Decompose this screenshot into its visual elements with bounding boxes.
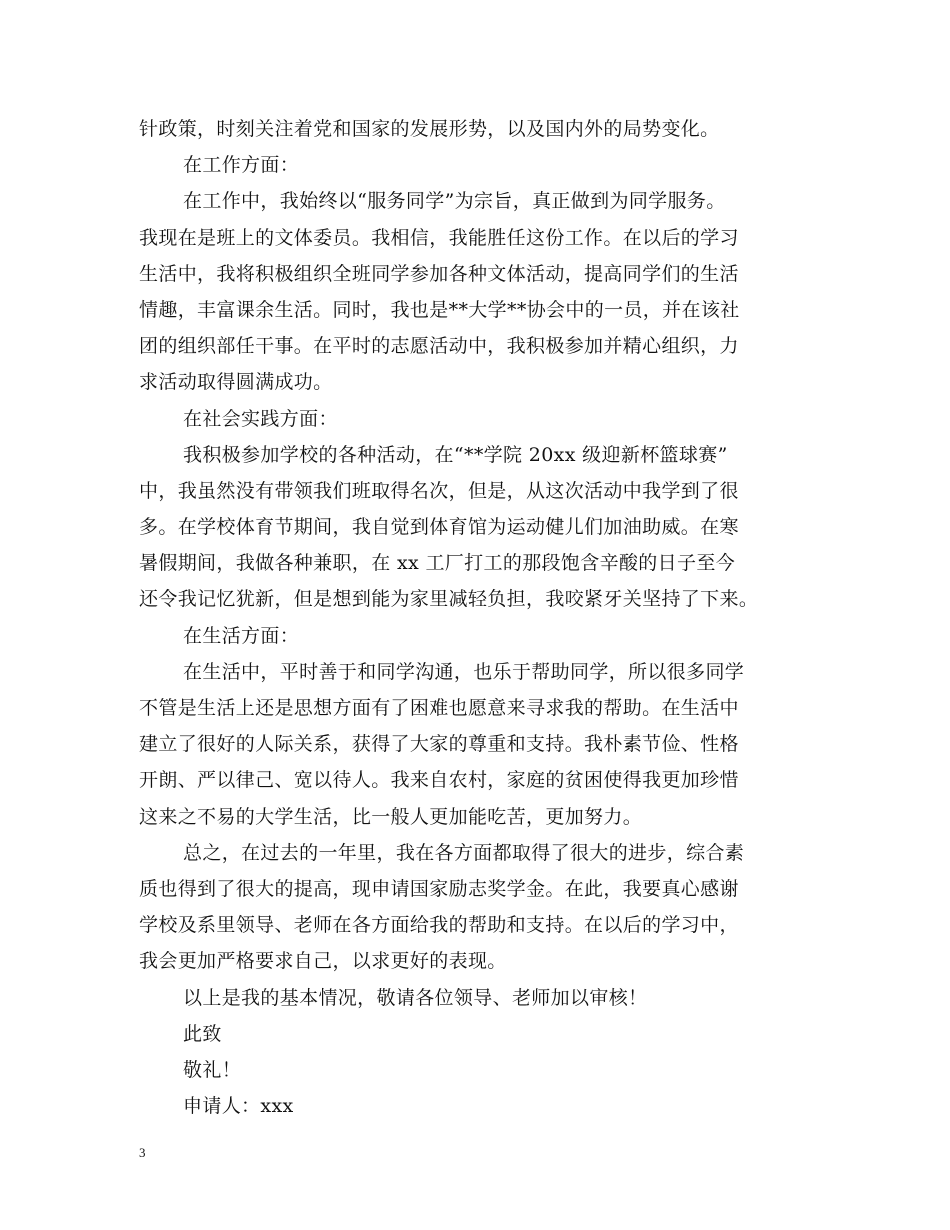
- text-line: 在工作方面：: [183, 154, 300, 177]
- text-line: 还令我记忆犹新，但是想到能为家里减轻负担，我咬紧牙关坚持了下来。: [139, 588, 759, 611]
- text-line: 这来之不易的大学生活，比一般人更加能吃苦，更加努力。: [139, 805, 643, 828]
- text-line: 学校及系里领导、老师在各方面给我的帮助和支持。在以后的学习中，: [139, 914, 739, 937]
- text-line: 我现在是班上的文体委员。我相信，我能胜任这份工作。在以后的学习: [139, 226, 739, 249]
- text-line: 针政策，时刻关注着党和国家的发展形势，以及国内外的局势变化。: [139, 118, 720, 140]
- text-line: 不管是生活上还是思想方面有了困难也愿意来寻求我的帮助。在生活中: [139, 697, 739, 719]
- text-line: 建立了很好的人际关系，获得了大家的尊重和支持。我朴素节俭、性格: [139, 733, 739, 756]
- text-line: 以上是我的基本情况，敬请各位领导、老师加以审核！: [183, 986, 648, 1009]
- text-line: 在生活方面：: [183, 624, 300, 647]
- text-line: 质也得到了很大的提高，现申请国家励志奖学金。在此，我要真心感谢: [139, 877, 739, 900]
- text-line: 在生活中，平时善于和同学沟通，也乐于帮助同学，所以很多同学: [183, 660, 745, 683]
- document-body: [139, 111, 815, 1124]
- text-line: 情趣，丰富课余生活。同时，我也是**大学**协会中的一员，并在该社: [139, 298, 740, 321]
- text-line: 团的组织部任干事。在平时的志愿活动中，我积极参加并精心组织，力: [139, 335, 739, 358]
- page-number: 3: [139, 1145, 146, 1160]
- text-line: 在工作中，我始终以“服务同学”为宗旨，真正做到为同学服务。: [183, 190, 726, 213]
- text-line: 开朗、严以律己、宽以待人。我来自农村，家庭的贫困使得我更加珍惜: [139, 769, 739, 792]
- text-line: 在社会实践方面：: [183, 407, 338, 430]
- text-line: 我积极参加学校的各种活动，在“**学院 20xx 级迎新杯篮球赛”: [183, 443, 728, 466]
- text-line: 暑假期间，我做各种兼职，在 xx 工厂打工的那段饱含辛酸的日子至今: [139, 552, 736, 575]
- text-line: 此致: [183, 1022, 222, 1045]
- text-line: 我会更加严格要求自己，以求更好的表现。: [139, 950, 507, 973]
- text-line: 敬礼！: [183, 1058, 242, 1081]
- text-line: 生活中，我将积极组织全班同学参加各种文体活动，提高同学们的生活: [139, 262, 739, 285]
- text-line: 多。在学校体育节期间，我自觉到体育馆为运动健儿们加油助威。在寒: [139, 516, 739, 539]
- text-line: 求活动取得圆满成功。: [139, 371, 333, 394]
- text-line: 中，我虽然没有带领我们班取得名次，但是，从这次活动中我学到了很: [139, 479, 739, 502]
- text-line: 总之，在过去的一年里，我在各方面都取得了很大的进步，综合素: [183, 841, 745, 864]
- text-line: 申请人：xxx: [183, 1095, 294, 1118]
